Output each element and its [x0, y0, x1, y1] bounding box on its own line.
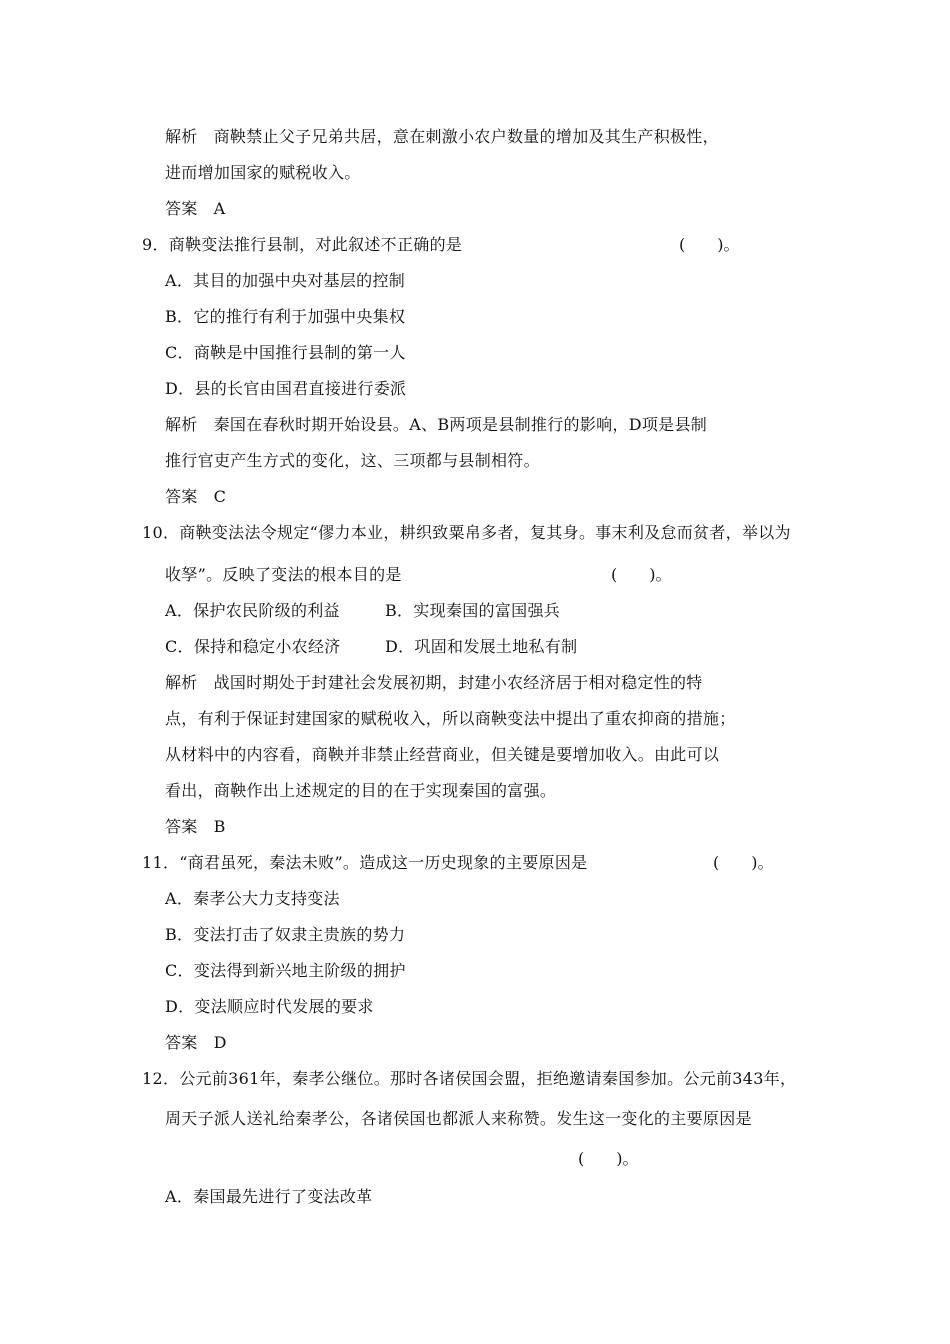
question-11-answer [165, 1033, 227, 1053]
question-10-answer [165, 817, 226, 837]
question-10-option-d: D．巩固和发展土地私有制 [385, 637, 578, 656]
question-9-analysis [165, 415, 707, 435]
question-9-stem: 9．商鞅变法推行县制，对此叙述不正确的是 [142, 235, 463, 254]
question-10-stem-line2: 收孥”。反映了变法的根本目的是 [165, 565, 402, 584]
analysis-label: 解析 [165, 127, 198, 146]
question-10-analysis-line: 点，有利于保证封建国家的赋税收入，所以商鞅变法中提出了重农抑商的措施； [165, 709, 736, 728]
answer-value: D [213, 1033, 227, 1052]
answer-value: A [213, 199, 226, 218]
question-11-option-b: B．变法打击了奴隶主贵族的势力 [165, 925, 406, 944]
question-11-option-d: D．变法顺应时代发展的要求 [165, 997, 374, 1016]
analysis-text-line: 进而增加国家的赋税收入。 [165, 163, 361, 182]
question-9-option-c: C．商鞅是中国推行县制的第一人 [165, 343, 406, 362]
analysis-text: 战国时期处于封建社会发展初期，封建小农经济居于相对稳定性的特 [213, 673, 703, 692]
question-10-option-c: C．保持和稳定小农经济 [165, 637, 341, 656]
analysis-text: 秦国在春秋时期开始设县。A、B两项是县制推行的影响，D项是县制 [213, 415, 708, 434]
question-11-stem: 11．“商君虽死，秦法未败”。造成这一历史现象的主要原因是 [142, 853, 588, 872]
question-9-analysis-line: 推行官吏产生方式的变化，这、三项都与县制相符。 [165, 451, 540, 470]
analysis-text: 商鞅禁止父子兄弟共居，意在刺激小农户数量的增加及其生产积极性， [213, 127, 719, 146]
question-9-answer-blank: ( )。 [679, 235, 740, 254]
answer-label: 答案 [165, 487, 198, 506]
answer-line [165, 199, 225, 219]
question-12-stem: 12．公元前361年，秦孝公继位。那时各诸侯国会盟，拒绝邀请秦国参加。公元前343年， [142, 1069, 797, 1088]
answer-value: C [213, 487, 227, 506]
question-9-option-b: B．它的推行有利于加强中央集权 [165, 307, 406, 326]
question-10-answer-blank: ( )。 [611, 565, 672, 584]
question-11-option-c: C．变法得到新兴地主阶级的拥护 [165, 961, 406, 980]
question-10-stem: 10．商鞅变法法令规定“僇力本业，耕织致粟帛多者，复其身。事末利及怠而贫者，举以为 [142, 523, 791, 542]
question-11-option-a: A．秦孝公大力支持变法 [165, 889, 340, 908]
analysis-block [165, 127, 719, 147]
question-10-analysis-line: 看出，商鞅作出上述规定的目的在于实现秦国的富强。 [165, 781, 557, 800]
question-12-answer-blank: ( )。 [578, 1149, 639, 1168]
question-10-option-a: A．保护农民阶级的利益 [165, 601, 340, 620]
answer-label: 答案 [165, 199, 198, 218]
analysis-label: 解析 [165, 415, 198, 434]
answer-value: B [213, 817, 226, 836]
question-9-option-d: D．县的长官由国君直接进行委派 [165, 379, 407, 398]
question-10-analysis [165, 673, 703, 693]
question-9-answer [165, 487, 226, 507]
question-10-option-b: B．实现秦国的富国强兵 [385, 601, 561, 620]
question-10-analysis-line: 从材料中的内容看，商鞅并非禁止经营商业，但关键是要增加收入。由此可以 [165, 745, 720, 764]
question-12-stem-line2: 周天子派人送礼给秦孝公，各诸侯国也都派人来称赞。发生这一变化的主要原因是 [165, 1109, 752, 1128]
question-11-answer-blank: ( )。 [713, 853, 774, 872]
analysis-label: 解析 [165, 673, 198, 692]
question-9-option-a: A．其目的加强中央对基层的控制 [165, 271, 406, 290]
question-12-option-a: A．秦国最先进行了变法改革 [165, 1187, 373, 1206]
answer-label: 答案 [165, 817, 198, 836]
answer-label: 答案 [165, 1033, 198, 1052]
